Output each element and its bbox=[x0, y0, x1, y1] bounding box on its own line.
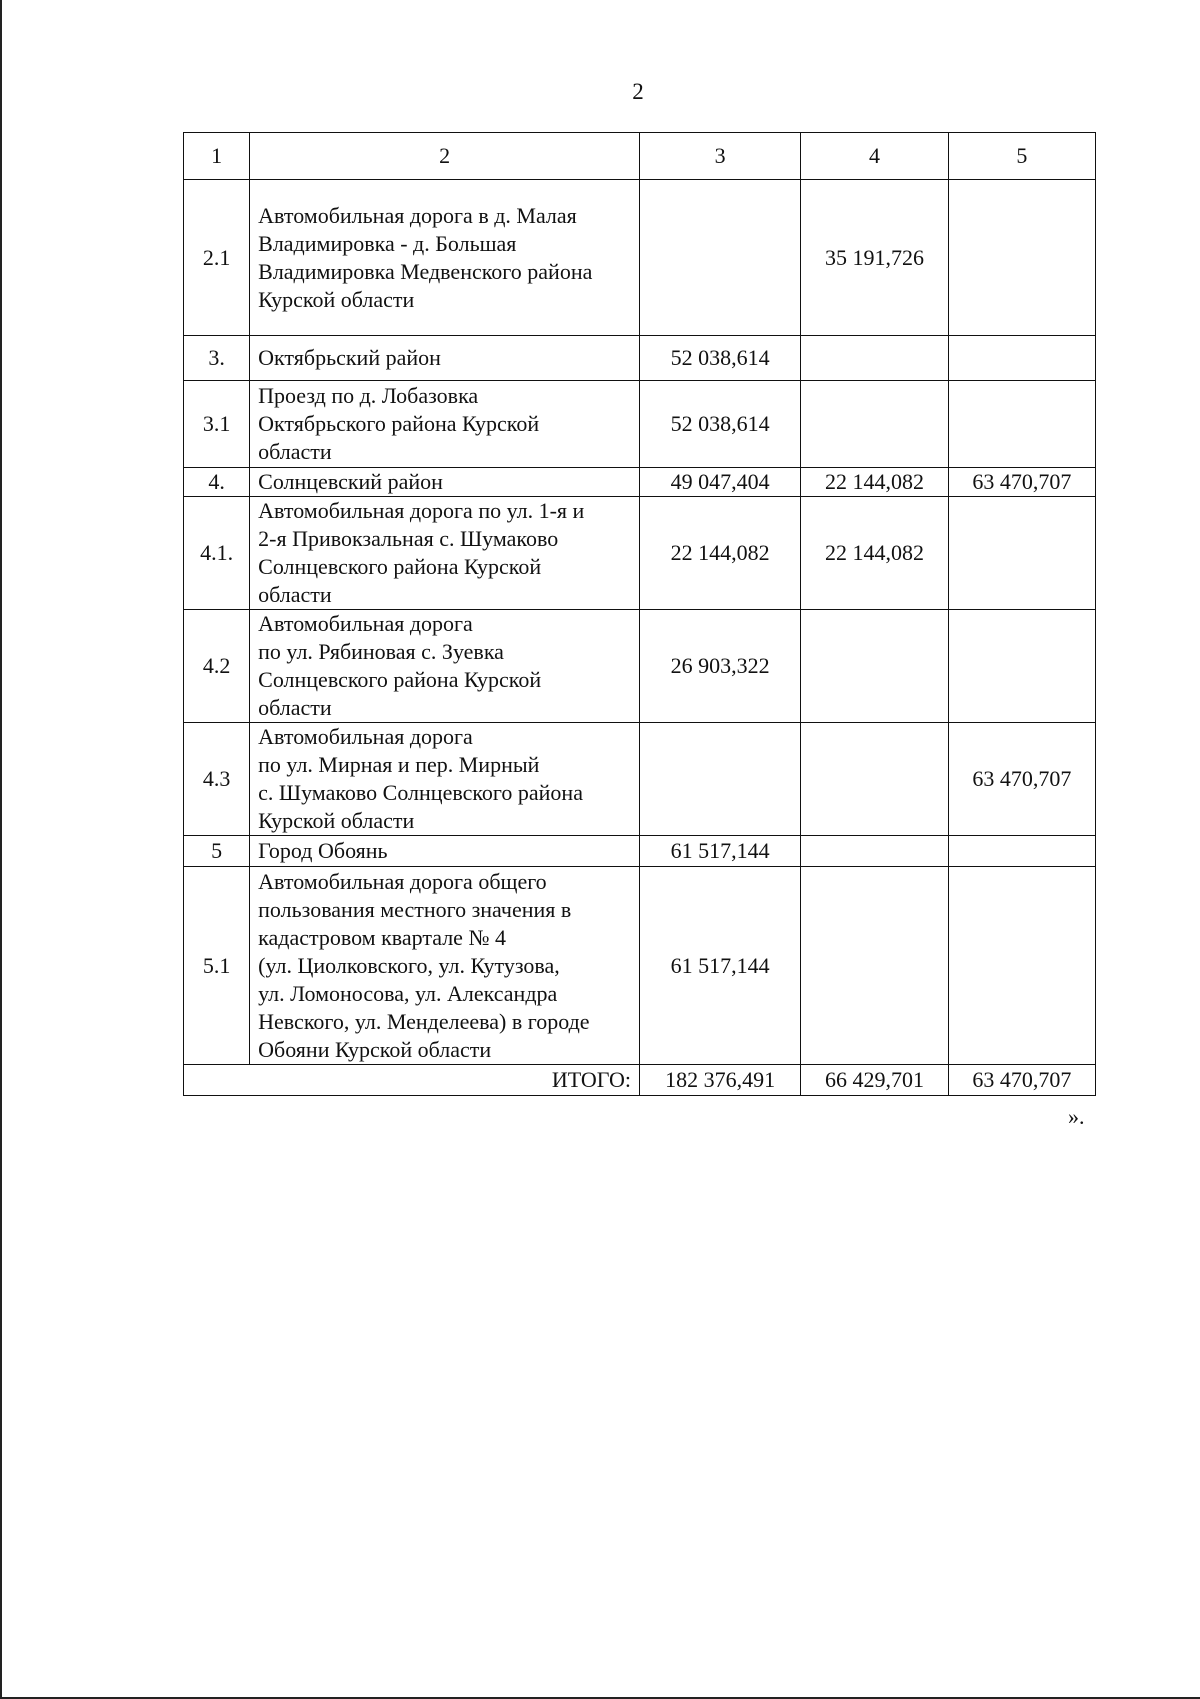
description-line: Проезд по д. Лобазовка bbox=[258, 383, 479, 408]
table-row bbox=[184, 836, 1096, 867]
value-col3: 26 903,322 bbox=[639, 610, 800, 723]
description-line: области bbox=[258, 695, 332, 720]
value-col3 bbox=[639, 723, 800, 836]
value-col3: 61 517,144 bbox=[639, 867, 800, 1065]
description-line: по ул. Мирная и пер. Мирный bbox=[258, 752, 540, 777]
header-cell: 1 bbox=[184, 133, 250, 180]
total-col5: 63 470,707 bbox=[948, 1065, 1095, 1096]
row-description bbox=[250, 180, 640, 336]
value-col5 bbox=[948, 180, 1095, 336]
value-col5: 63 470,707 bbox=[948, 468, 1095, 497]
description-line: Автомобильная дорога bbox=[258, 611, 473, 636]
value-col3: 52 038,614 bbox=[639, 336, 800, 381]
page-edge-left bbox=[0, 0, 2, 1699]
value-col5 bbox=[948, 336, 1095, 381]
description-line: (ул. Циолковского, ул. Кутузова, bbox=[258, 952, 560, 978]
table-row bbox=[184, 381, 1096, 468]
value-col5 bbox=[948, 497, 1095, 610]
row-description bbox=[250, 336, 640, 381]
total-col3: 182 376,491 bbox=[639, 1065, 800, 1096]
value-col4 bbox=[801, 381, 948, 468]
value-col4 bbox=[801, 336, 948, 381]
description-line: Курской области bbox=[258, 286, 415, 312]
row-number: 3. bbox=[184, 336, 250, 381]
value-col4: 35 191,726 bbox=[801, 180, 948, 336]
row-number: 2.1 bbox=[184, 180, 250, 336]
description-line: Октябрьский район bbox=[258, 345, 441, 370]
description-line: Солнцевского района Курской bbox=[258, 554, 542, 579]
value-col5 bbox=[948, 836, 1095, 867]
value-col3 bbox=[639, 180, 800, 336]
value-col3: 61 517,144 bbox=[639, 836, 800, 867]
page-number: 2 bbox=[632, 79, 644, 104]
description-line: Солнцевский район bbox=[258, 469, 443, 494]
row-description bbox=[250, 468, 640, 497]
value-col4: 22 144,082 bbox=[801, 497, 948, 610]
table-row bbox=[184, 723, 1096, 836]
value-col4 bbox=[801, 867, 948, 1065]
row-description bbox=[250, 381, 640, 468]
description-line: области bbox=[258, 439, 332, 464]
row-number: 3.1 bbox=[184, 381, 250, 468]
description-line: Октябрьского района Курской bbox=[258, 411, 540, 436]
table-row bbox=[184, 610, 1096, 723]
row-number: 4.1. bbox=[184, 497, 250, 610]
description-line: Невского, ул. Менделеева) в городе bbox=[258, 1008, 590, 1034]
total-row bbox=[184, 1065, 1096, 1096]
value-col3: 52 038,614 bbox=[639, 381, 800, 468]
description-line: Город Обоянь bbox=[258, 838, 388, 863]
value-col4: 22 144,082 bbox=[801, 468, 948, 497]
description-line: Владимировка Медвенского района bbox=[258, 258, 593, 284]
value-col5 bbox=[948, 381, 1095, 468]
row-description bbox=[250, 836, 640, 867]
row-number: 4.2 bbox=[184, 610, 250, 723]
description-line: 2-я Привокзальная с. Шумаково bbox=[258, 526, 559, 551]
total-label: ИТОГО: bbox=[184, 1065, 640, 1096]
row-description bbox=[250, 497, 640, 610]
value-col4 bbox=[801, 723, 948, 836]
value-col4 bbox=[801, 610, 948, 723]
description-line: Владимировка - д. Большая bbox=[258, 230, 517, 256]
table-row bbox=[184, 468, 1096, 497]
header-cell: 5 bbox=[948, 133, 1095, 180]
header-cell: 2 bbox=[250, 133, 640, 180]
row-number: 5 bbox=[184, 836, 250, 867]
table-header-row bbox=[184, 133, 1096, 180]
header-cell: 3 bbox=[639, 133, 800, 180]
row-number: 5.1 bbox=[184, 867, 250, 1065]
value-col5 bbox=[948, 867, 1095, 1065]
row-description bbox=[250, 867, 640, 1065]
row-description bbox=[250, 610, 640, 723]
financing-table bbox=[183, 132, 1096, 1096]
description-line: Автомобильная дорога в д. Малая bbox=[258, 202, 577, 228]
description-line: пользования местного значения в bbox=[258, 896, 572, 922]
header-cell: 4 bbox=[801, 133, 948, 180]
row-description bbox=[250, 723, 640, 836]
table-row bbox=[184, 497, 1096, 610]
description-line: с. Шумаково Солнцевского района bbox=[258, 780, 583, 805]
description-line: Обояни Курской области bbox=[258, 1036, 492, 1062]
value-col5: 63 470,707 bbox=[948, 723, 1095, 836]
description-line: области bbox=[258, 582, 332, 607]
closing-quote-mark: ». bbox=[1068, 1104, 1085, 1129]
description-line: Курской области bbox=[258, 808, 415, 833]
description-line: по ул. Рябиновая с. Зуевка bbox=[258, 639, 504, 664]
description-line: ул. Ломоносова, ул. Александра bbox=[258, 980, 558, 1006]
description-line: Автомобильная дорога по ул. 1-я и bbox=[258, 498, 585, 523]
value-col3: 22 144,082 bbox=[639, 497, 800, 610]
table-row bbox=[184, 336, 1096, 381]
row-number: 4. bbox=[184, 468, 250, 497]
value-col3: 49 047,404 bbox=[639, 468, 800, 497]
description-line: Автомобильная дорога общего bbox=[258, 868, 547, 894]
value-col5 bbox=[948, 610, 1095, 723]
table-row bbox=[184, 180, 1096, 336]
value-col4 bbox=[801, 836, 948, 867]
table-row bbox=[184, 867, 1096, 1065]
description-line: Автомобильная дорога bbox=[258, 724, 473, 749]
description-line: кадастровом квартале № 4 bbox=[258, 924, 506, 950]
row-number: 4.3 bbox=[184, 723, 250, 836]
description-line: Солнцевского района Курской bbox=[258, 667, 542, 692]
total-col4: 66 429,701 bbox=[801, 1065, 948, 1096]
